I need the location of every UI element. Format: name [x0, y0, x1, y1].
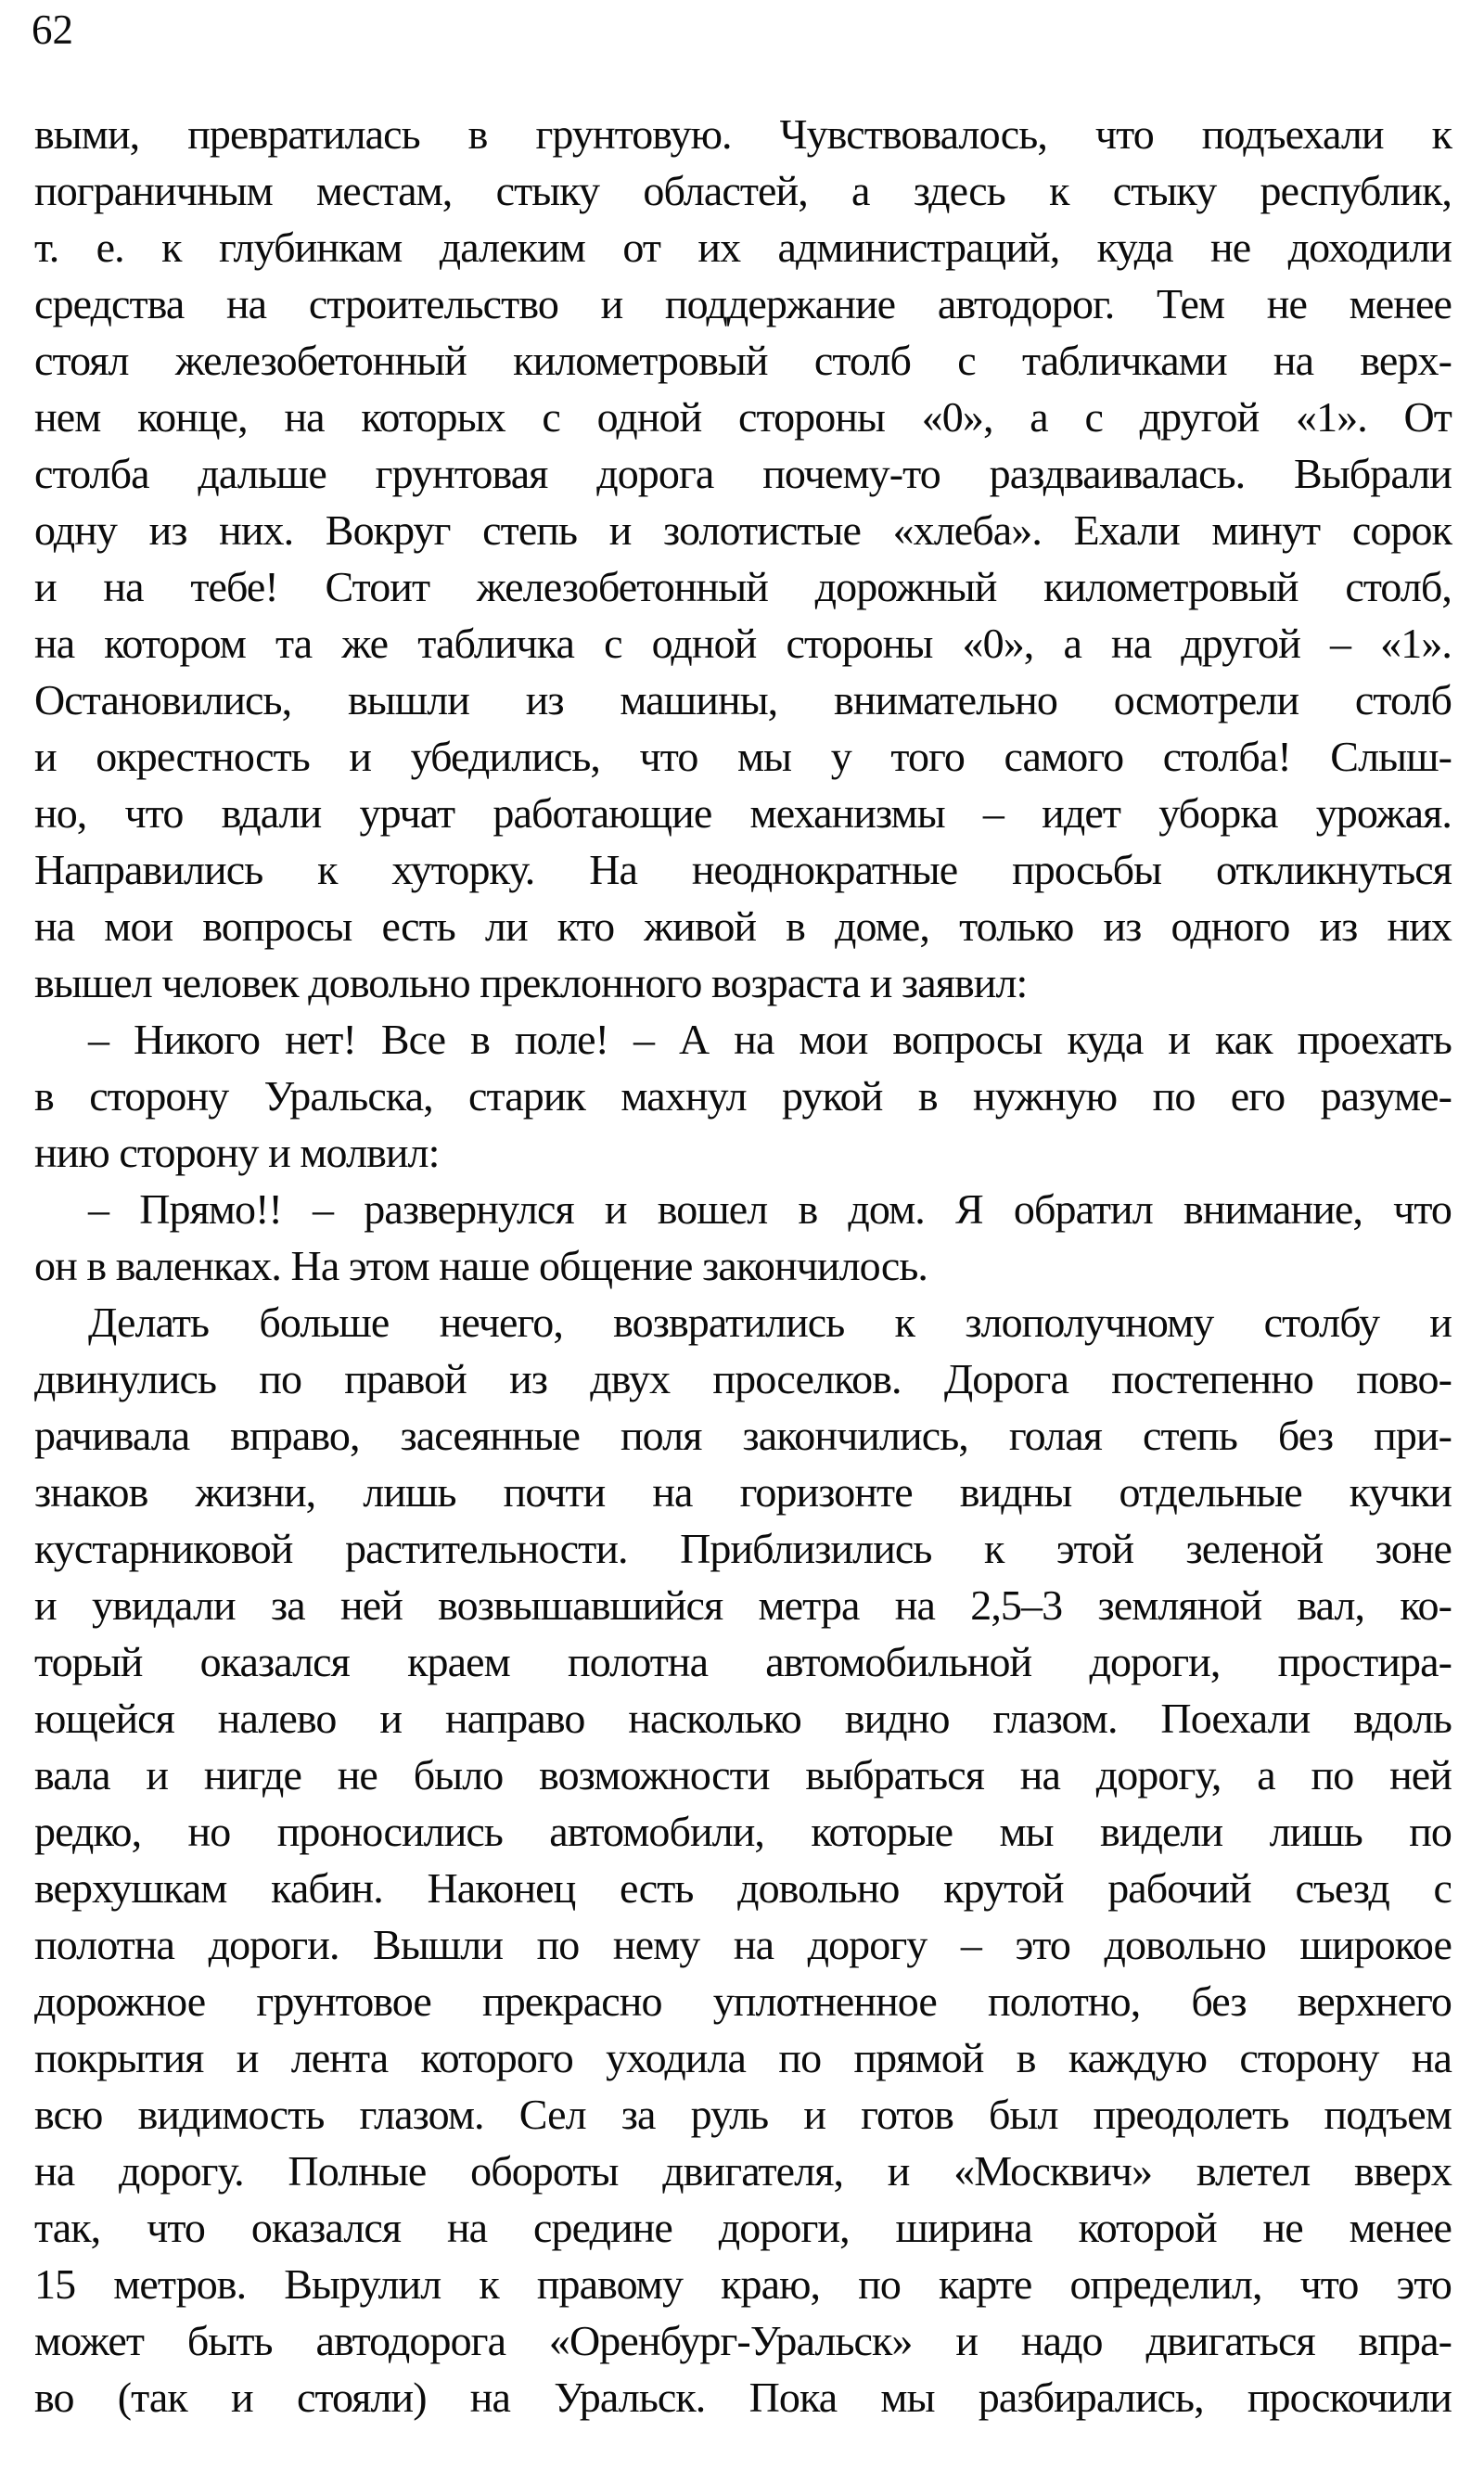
text-line: 15 метров. Вырулил к правому краю, по карте определил, что это [34, 2260, 1452, 2308]
text-line: на котором та же табличка с одной стороны «0», а на другой – «1». [34, 620, 1452, 667]
text-line: выми, превратилась в грунтовую. Чувствовалось, что подъехали к [34, 110, 1452, 158]
text-line: но, что вдали урчат работающие механизмы – идет уборка урожая. [34, 789, 1452, 837]
text-line: Делать больше нечего, возвратились к злополучному столбу и [88, 1299, 1452, 1346]
text-line: вала и нигде не было возможности выбраться на дорогу, а по ней [34, 1751, 1452, 1798]
text-line: и окрестность и убедились, что мы у того самого столба! Слыш- [34, 733, 1452, 780]
text-line: кустарниковой растительности. Приблизились к этой зеленой зоне [34, 1525, 1452, 1572]
text-line: Остановились, вышли из машины, внимательно осмотрели столб [34, 676, 1452, 723]
text-line: во (так и стояли) на Уральск. Пока мы разбирались, проскочили [34, 2374, 1452, 2421]
text-line: Направились к хуторку. На неоднократные просьбы откликнуться [34, 846, 1452, 893]
text-line: ющейся налево и направо насколько видно глазом. Поехали вдоль [34, 1695, 1452, 1742]
text-line: полотна дороги. Вышли по нему на дорогу – это довольно широкое [34, 1921, 1452, 1968]
text-line: вышел человек довольно преклонного возраста и заявил: [34, 959, 1028, 1006]
text-line: дорожное грунтовое прекрасно уплотненное полотно, без верхнего [34, 1977, 1452, 2025]
text-line: – Никого нет! Все в поле! – А на мои вопросы куда и как проехать [88, 1016, 1452, 1063]
text-line: нем конце, на которых с одной стороны «0», а с другой «1». От [34, 393, 1452, 441]
text-line: на мои вопросы есть ли кто живой в доме, только из одного из них [34, 902, 1452, 950]
text-line: стоял железобетонный километровый столб с табличками на верх- [34, 337, 1452, 384]
text-line: рачивала вправо, засеянные поля закончились, голая степь без при- [34, 1412, 1452, 1459]
page-body [34, 106, 1452, 2425]
text-line: знаков жизни, лишь почти на горизонте видны отдельные кучки [34, 1468, 1452, 1516]
text-line: покрытия и лента которого уходила по прямой в каждую сторону на [34, 2034, 1452, 2081]
text-line: редко, но проносились автомобили, которые мы видели лишь по [34, 1808, 1452, 1855]
text-line: столба дальше грунтовая дорога почему-то раздваивалась. Выбрали [34, 450, 1452, 497]
text-line: одну из них. Вокруг степь и золотистые «хлеба». Ехали минут сорок [34, 506, 1452, 554]
text-line: он в валенках. На этом наше общение закончилось. [34, 1242, 928, 1289]
text-line: нию сторону и молвил: [34, 1129, 440, 1176]
text-line: торый оказался краем полотна автомобильной дороги, простира- [34, 1638, 1452, 1685]
text-line: пограничным местам, стыку областей, а здесь к стыку республик, [34, 167, 1452, 214]
text-line: в сторону Уральска, старик махнул рукой в нужную по его разуме- [34, 1072, 1452, 1120]
text-line: может быть автодорога «Оренбург-Уральск» и надо двигаться впра- [34, 2317, 1452, 2364]
text-line: т. е. к глубинкам далеким от их администраций, куда не доходили [34, 224, 1452, 271]
page-number: 62 [32, 6, 73, 53]
text-line: двинулись по правой из двух проселков. Дорога постепенно пово- [34, 1355, 1452, 1402]
text-line: всю видимость глазом. Сел за руль и готов был преодолеть подъем [34, 2091, 1452, 2138]
text-line: так, что оказался на средине дороги, ширина которой не менее [34, 2204, 1452, 2251]
text-line: – Прямо!! – развернулся и вошел в дом. Я обратил внимание, что [88, 1185, 1452, 1233]
text-line: верхушкам кабин. Наконец есть довольно крутой рабочий съезд с [34, 1864, 1452, 1912]
text-line: средства на строительство и поддержание автодорог. Тем не менее [34, 280, 1452, 327]
text-line: и увидали за ней возвышавшийся метра на 2,5–3 земляной вал, ко- [34, 1581, 1452, 1629]
text-line: на дорогу. Полные обороты двигателя, и «Москвич» влетел вверх [34, 2147, 1452, 2195]
text-line: и на тебе! Стоит железобетонный дорожный километровый столб, [34, 563, 1452, 610]
